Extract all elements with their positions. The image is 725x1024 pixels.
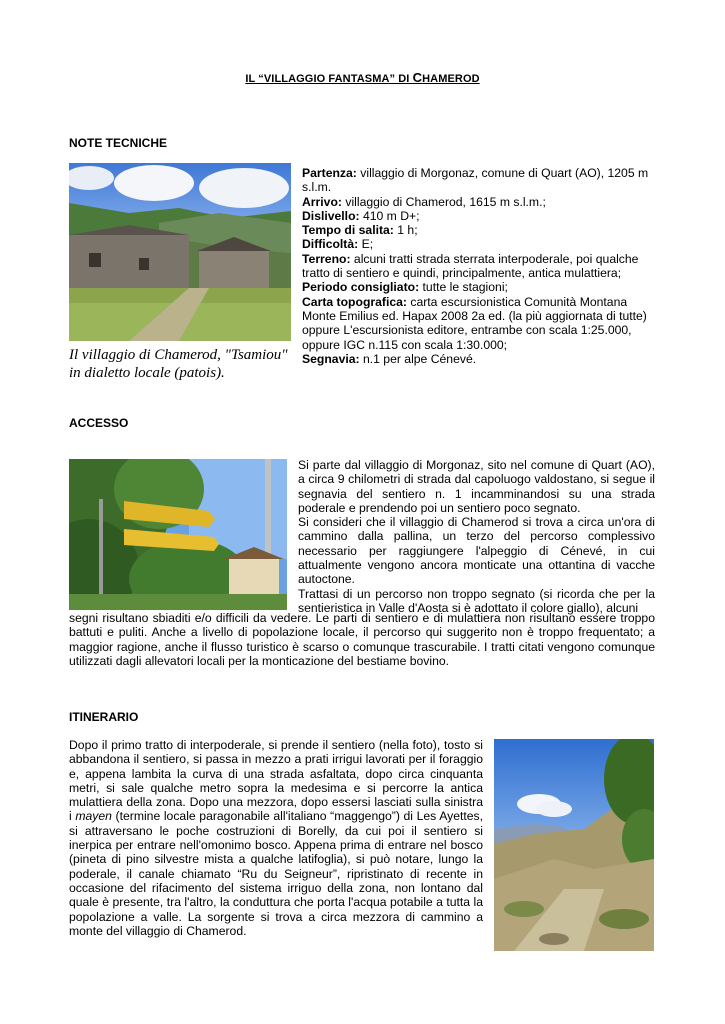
itinerario-text xyxy=(69,738,483,938)
tech-item-periodo xyxy=(302,280,654,294)
photo-trail-path xyxy=(494,739,654,951)
heading-accesso: ACCESSO xyxy=(69,416,129,430)
tech-value: E; xyxy=(358,237,374,252)
tech-value: n.1 per alpe Cénevé. xyxy=(359,351,477,366)
accesso-paragraph-2: Si consideri che il villaggio di Chamerod si trova a circa un'ora di cammino dalla pallina, un terzo del percorso complessivo necessario per raggiungere l'alpeggio di Cénevé, in cui attualmente vengono ancora monticate una ottantina di vacche autoctone. xyxy=(298,515,655,587)
photo-caption: Il villaggio di Chamerod, "Tsamiou" in dialetto locale (patois). xyxy=(69,347,288,381)
tech-item-terreno xyxy=(302,252,654,281)
page-title xyxy=(0,70,725,85)
accesso-paragraph-1: Si parte dal villaggio di Morgonaz, sito nel comune di Quart (AO), a circa 9 chilometri di strada dal capoluogo valdostano, si segue il segnavia del sentiero n. 1 incamminandosi su una strada poderale e prendendo poi un sentiero poco segnato. xyxy=(298,458,655,515)
tech-value: tutte le stagioni; xyxy=(419,280,508,295)
technical-notes xyxy=(302,166,654,366)
itinerario-text-part-a: Dopo il primo tratto di interpoderale, si prende il sentiero (nella foto), tosto si abbandona il sentiero, si passa in mezzo a prati irrigui lavorati per il foraggio e, appena lambita la curva di una strada asfaltata, dopo circa cinquanta metri, si sale qualche metro sopra la medesima e si percorre la antica mulattiera della zona. Dopo una mezzora, dopo essersi lasciati sulla sinistra i xyxy=(69,738,483,824)
tech-label: Partenza: xyxy=(302,166,357,180)
tech-item-dislivello xyxy=(302,209,654,223)
accesso-paragraph-3a: Trattasi di un percorso non troppo segnato (si ricorda che per la sentieristica in Valle d'Aosta si è adottato il colore giallo), alcuni xyxy=(298,586,655,615)
tech-value: villaggio di Chamerod, 1615 m s.l.m.; xyxy=(341,194,546,209)
tech-value: carta escursionistica Comunità Montana Monte Emilius ed. Hapax 2008 2a ed. (la più aggiornata di tutte) oppure L'escursionista editore, entrambe con scala 1:25.000, oppure IGC n.115 con scala 1:30.000; xyxy=(302,294,647,352)
photo-chamerod-village xyxy=(69,163,291,341)
tech-item-segnavia xyxy=(302,352,654,366)
trail-signs-image xyxy=(69,459,287,610)
tech-label: Segnavia: xyxy=(302,351,360,366)
trail-path-image xyxy=(494,739,654,951)
tech-label: Dislivello: xyxy=(302,208,360,223)
title-rest: HAMEROD xyxy=(422,73,480,85)
accesso-paragraph-3b: segni risultano sbiaditi e/o difficili da vedere. Le parti di sentiero e di mulattiera non risultano essere troppo battuti e puliti. Anche a livello di popolazione locale, il percorso qui suggerito non è troppo frequentato; a maggior ragione, anche il flusso turistico è scarso o comunque trascurabile. I tratti citati vengono comunque utilizzati dagli allevatori locali per la monticazione del bestiame bovino. xyxy=(69,611,655,668)
tech-value: 410 m D+; xyxy=(359,208,420,223)
village-photo-image xyxy=(69,163,291,341)
tech-value: alcuni tratti strada sterrata interpoderale, poi qualche tratto di sentiero e quindi, principalmente, antica mulattiera; xyxy=(302,251,639,281)
tech-item-tempo xyxy=(302,223,654,237)
itinerario-mayen-term: mayen xyxy=(75,809,112,824)
tech-label: Terreno: xyxy=(302,251,351,266)
tech-item-difficolta xyxy=(302,237,654,251)
tech-label: Difficoltà: xyxy=(302,237,359,252)
tech-value: villaggio di Morgonaz, comune di Quart (AO), 1205 m s.l.m. xyxy=(302,166,649,195)
title-cap: C xyxy=(412,70,423,85)
tech-label: Carta topografica: xyxy=(302,294,407,309)
title-prefix: IL “VILLAGGIO FANTASMA” DI xyxy=(245,73,413,85)
tech-label: Tempo di salita: xyxy=(302,223,394,238)
tech-item-partenza xyxy=(302,166,654,195)
tech-item-carta xyxy=(302,295,654,352)
heading-note-tecniche: NOTE TECNICHE xyxy=(69,136,168,150)
tech-item-arrivo xyxy=(302,195,654,209)
itinerario-text-part-b: (termine locale paragonabile all'italiano “maggengo”) di Les Ayettes, si attraversano le poche costruzioni di Borelly, da cui poi il sentiero si inerpica per entrare nell'omonimo bosco. Appena prima di entrare nel bosco (pineta di pino silvestre mista a qualche latifoglia), si può notare, lungo la poderale, il canale chiamato “Ru du Seigneur”, ripristinato di recente in occasione del rifacimento del sistema irriguo della zona, non lontano dal quale è presente, tra l'altro, la conduttura che porta l'acqua potabile a tutta la popolazione a valle. La sorgente si trova a circa mezzora di cammino a monte del villaggio di Chamerod. xyxy=(69,809,484,938)
tech-value: 1 h; xyxy=(393,223,418,238)
tech-label: Arrivo: xyxy=(302,194,342,209)
photo-trail-signs xyxy=(69,459,287,610)
tech-label: Periodo consigliato: xyxy=(302,280,420,295)
heading-itinerario: ITINERARIO xyxy=(69,710,139,724)
accesso-text-column xyxy=(298,458,655,615)
